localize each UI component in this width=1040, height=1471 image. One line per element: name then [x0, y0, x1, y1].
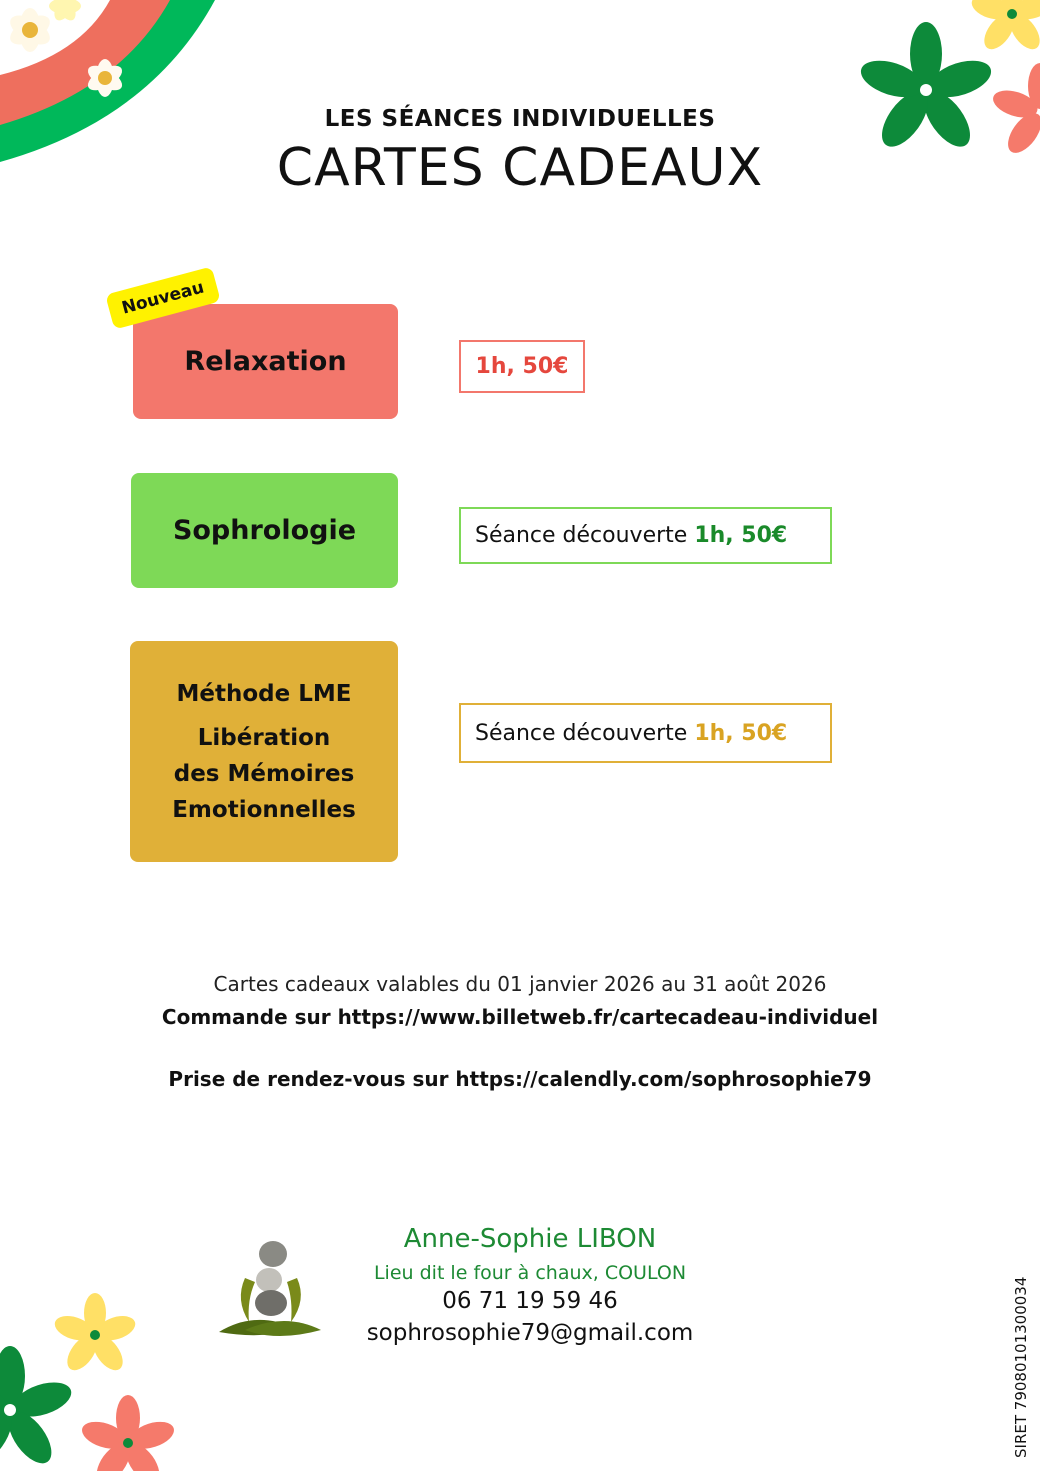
contact-name: Anne-Sophie LIBON — [403, 1224, 657, 1254]
offer-name-line: Libération — [197, 724, 331, 751]
price-value: 1h, 50€ — [694, 720, 788, 746]
offer-name: Méthode LME — [176, 680, 352, 707]
offer-price-methode-lme — [459, 703, 832, 763]
contact-phone[interactable]: 06 71 19 59 46 — [442, 1288, 618, 1314]
new-badge: Nouveau — [105, 266, 221, 329]
price-prefix: Séance découverte — [475, 523, 688, 548]
offer-card-relaxation — [133, 304, 398, 419]
offer-name: Relaxation — [184, 346, 347, 377]
price-prefix: Séance découverte — [475, 720, 688, 746]
booking-link-text[interactable]: Prise de rendez-vous sur https://calendly.com/sophrosophie79 — [168, 1067, 872, 1091]
siret-number: SIRET 79080101300034 — [1012, 1276, 1030, 1458]
green-flower-icon — [0, 1346, 76, 1471]
meditation-stones-logo-icon — [215, 1240, 325, 1345]
validity-text: Cartes cadeaux valables du 01 janvier 2026 au 31 août 2026 — [213, 972, 827, 996]
offer-card-methode-lme — [130, 641, 398, 862]
offer-name: Sophrologie — [172, 515, 357, 546]
contact-address: Lieu dit le four à chaux, COULON — [373, 1262, 687, 1284]
offer-card-sophrologie — [131, 473, 398, 588]
coral-flower-icon — [79, 1395, 178, 1471]
price-value: 1h, 50€ — [475, 354, 569, 379]
bottom-left-flowers-decoration — [0, 1290, 180, 1471]
contact-email[interactable]: sophrosophie79@gmail.com — [366, 1320, 694, 1346]
offer-name-line: Emotionnelles — [172, 796, 356, 823]
offer-name-line: des Mémoires — [173, 760, 355, 787]
page-title: CARTES CADEAUX — [276, 138, 764, 198]
order-link-text[interactable]: Commande sur https://www.billetweb.fr/cartecadeau-individuel — [161, 1005, 879, 1029]
price-value: 1h, 50€ — [694, 523, 788, 548]
yellow-flower-icon — [969, 0, 1040, 54]
page-subtitle: LES SÉANCES INDIVIDUELLES — [324, 106, 716, 132]
offer-price-sophrologie — [459, 507, 832, 564]
green-flower-icon — [856, 22, 995, 154]
yellow-flower-icon — [52, 1293, 139, 1375]
offer-price-relaxation — [459, 340, 585, 393]
